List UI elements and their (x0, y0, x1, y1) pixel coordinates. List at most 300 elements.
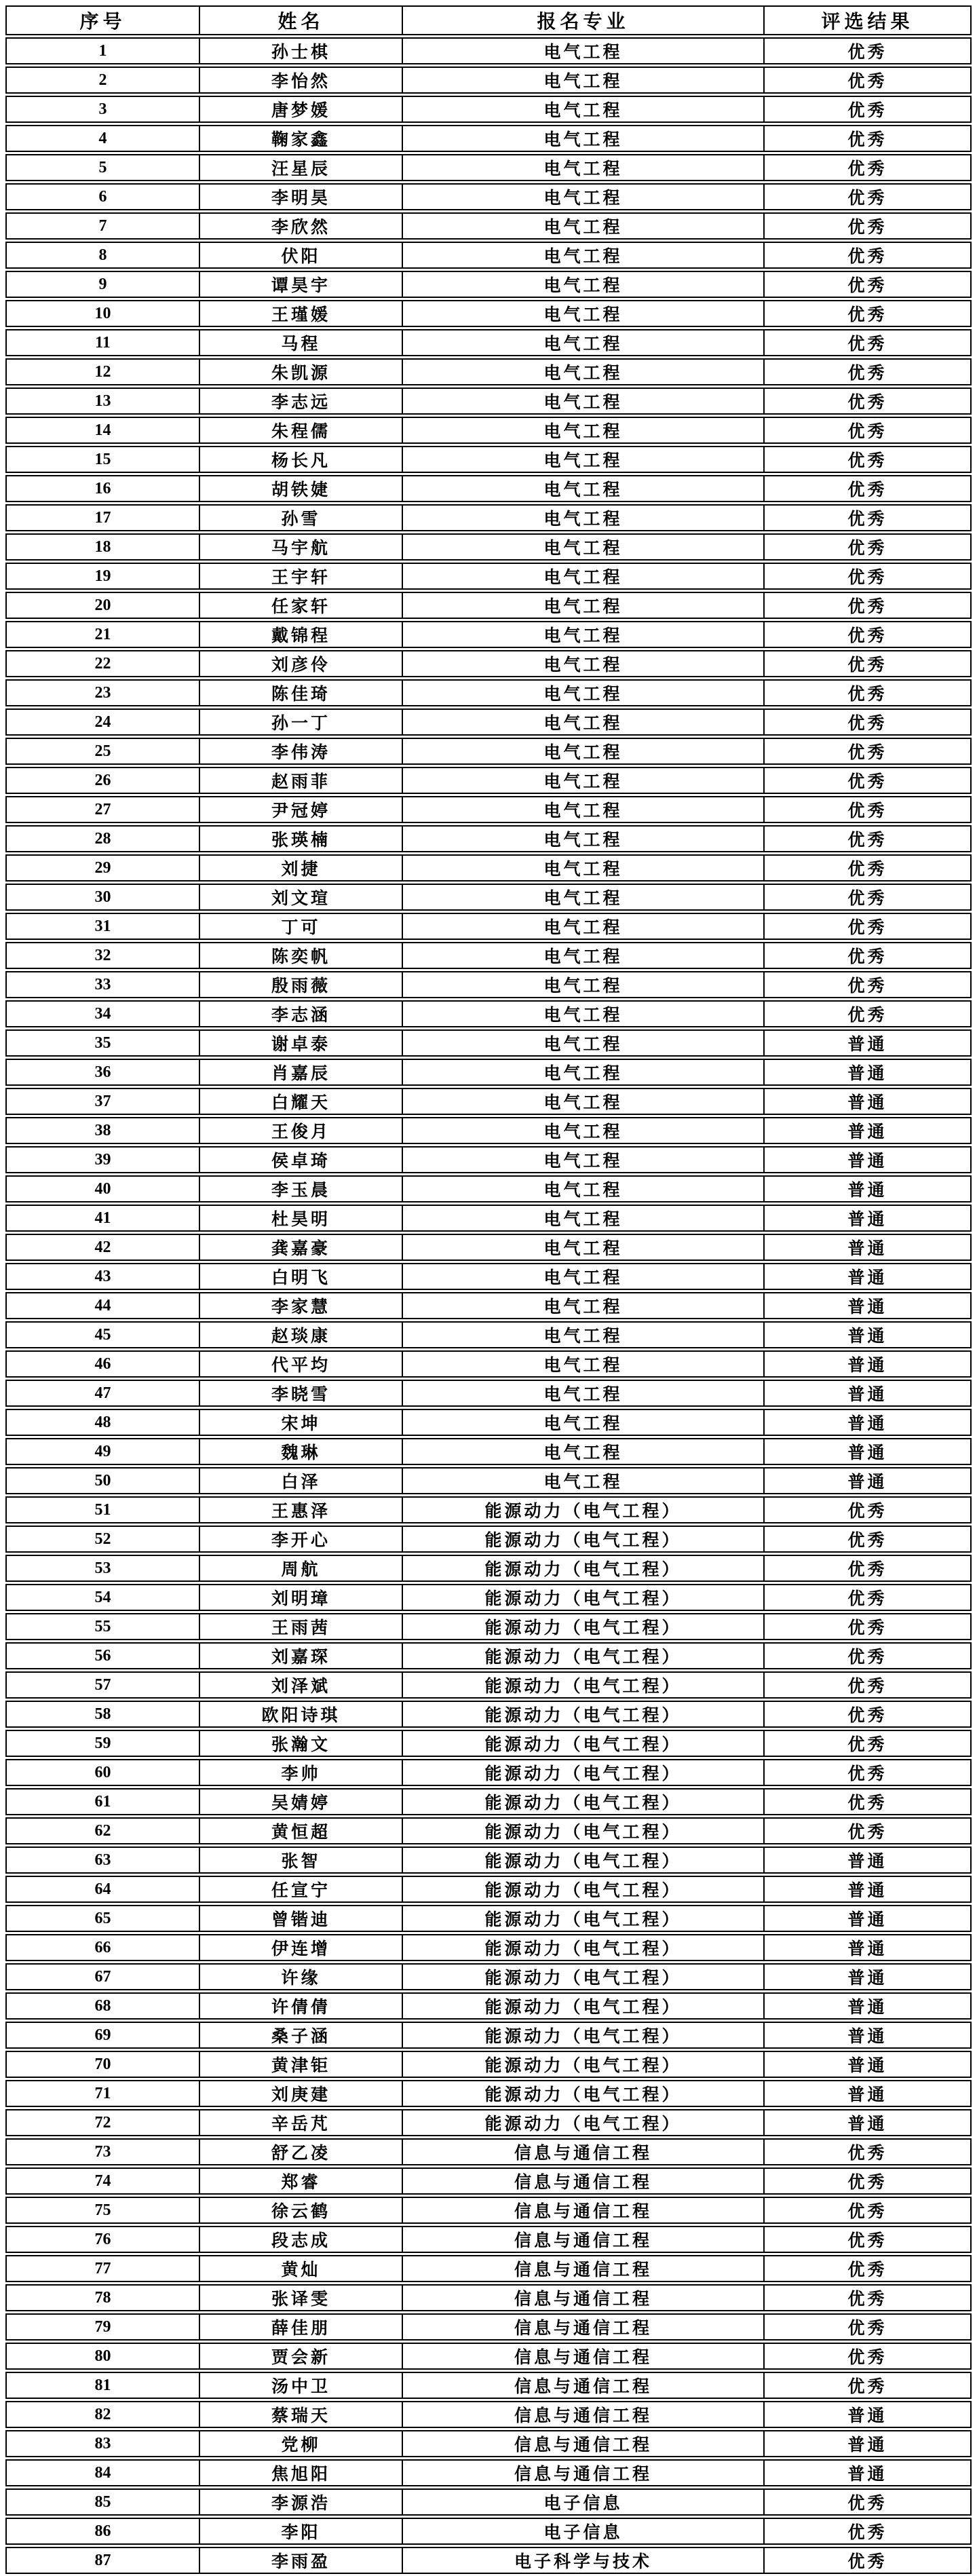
result-cell: 普通 (763, 2080, 972, 2107)
major-cell: 电气工程 (402, 1205, 763, 1232)
name-cell: 王俊月 (199, 1117, 402, 1144)
name-cell: 黄灿 (199, 2255, 402, 2282)
major-cell: 电气工程 (402, 1263, 763, 1290)
name-cell: 白泽 (199, 1467, 402, 1494)
name-cell: 杜昊明 (199, 1205, 402, 1232)
serial-cell: 74 (5, 2167, 199, 2195)
result-cell: 普通 (763, 1205, 972, 1232)
header-cell-result: 评选结果 (763, 5, 972, 35)
serial-cell: 27 (5, 796, 199, 823)
name-cell: 李晓雪 (199, 1380, 402, 1407)
header-row (5, 5, 972, 35)
result-cell: 普通 (763, 1992, 972, 2020)
result-cell: 普通 (763, 2051, 972, 2078)
result-cell: 普通 (763, 1846, 972, 1874)
major-cell: 电气工程 (402, 796, 763, 823)
serial-cell: 42 (5, 1234, 199, 1261)
table-row (5, 1905, 972, 1932)
name-cell: 段志成 (199, 2226, 402, 2253)
table-row (5, 242, 972, 269)
result-cell: 优秀 (763, 446, 972, 473)
major-cell: 信息与通信工程 (402, 2430, 763, 2457)
serial-cell: 85 (5, 2488, 199, 2516)
result-cell: 优秀 (763, 242, 972, 269)
serial-cell: 2 (5, 67, 199, 94)
name-cell: 贾会新 (199, 2343, 402, 2370)
major-cell: 电气工程 (402, 971, 763, 998)
result-cell: 优秀 (763, 2488, 972, 2516)
major-cell: 电气工程 (402, 708, 763, 736)
serial-cell: 68 (5, 1992, 199, 2020)
serial-cell: 18 (5, 533, 199, 561)
major-cell: 电气工程 (402, 1409, 763, 1436)
table-row (5, 1555, 972, 1582)
table-row (5, 1321, 972, 1348)
table-row (5, 1876, 972, 1903)
name-cell: 王宇轩 (199, 563, 402, 590)
major-cell: 电子信息 (402, 2488, 763, 2516)
serial-cell: 9 (5, 271, 199, 298)
major-cell: 信息与通信工程 (402, 2459, 763, 2486)
table-row (5, 2284, 972, 2311)
name-cell: 谭昊宇 (199, 271, 402, 298)
name-cell: 李家慧 (199, 1292, 402, 1319)
serial-cell: 10 (5, 300, 199, 327)
result-cell: 优秀 (763, 417, 972, 444)
serial-cell: 32 (5, 942, 199, 969)
serial-cell: 36 (5, 1059, 199, 1086)
table-body (5, 37, 972, 2574)
name-cell: 辛岳芃 (199, 2109, 402, 2136)
serial-cell: 81 (5, 2372, 199, 2399)
major-cell: 电气工程 (402, 1175, 763, 1202)
major-cell: 电气工程 (402, 1059, 763, 1086)
major-cell: 电气工程 (402, 183, 763, 210)
table-row (5, 1029, 972, 1057)
serial-cell: 82 (5, 2401, 199, 2428)
table-row (5, 1496, 972, 1523)
serial-cell: 17 (5, 504, 199, 531)
table-row (5, 1759, 972, 1786)
major-cell: 电气工程 (402, 767, 763, 794)
serial-cell: 12 (5, 358, 199, 385)
serial-cell: 58 (5, 1701, 199, 1728)
serial-cell: 78 (5, 2284, 199, 2311)
table-row (5, 1292, 972, 1319)
table-row (5, 1350, 972, 1378)
name-cell: 谢卓泰 (199, 1029, 402, 1057)
major-cell: 电气工程 (402, 650, 763, 677)
serial-cell: 48 (5, 1409, 199, 1436)
serial-cell: 50 (5, 1467, 199, 1494)
result-cell: 优秀 (763, 971, 972, 998)
result-cell: 普通 (763, 1321, 972, 1348)
result-cell: 优秀 (763, 1000, 972, 1027)
result-cell: 普通 (763, 1029, 972, 1057)
serial-cell: 52 (5, 1526, 199, 1553)
result-cell: 优秀 (763, 825, 972, 852)
serial-cell: 15 (5, 446, 199, 473)
serial-cell: 4 (5, 125, 199, 152)
result-cell: 优秀 (763, 2518, 972, 2545)
result-cell: 普通 (763, 1263, 972, 1290)
name-cell: 代平均 (199, 1350, 402, 1378)
serial-cell: 84 (5, 2459, 199, 2486)
major-cell: 电气工程 (402, 1292, 763, 1319)
serial-cell: 54 (5, 1584, 199, 1611)
table-row (5, 2022, 972, 2049)
major-cell: 电气工程 (402, 387, 763, 415)
table-row (5, 2080, 972, 2107)
table-row (5, 1234, 972, 1261)
table-row (5, 1263, 972, 1290)
major-cell: 电气工程 (402, 679, 763, 706)
name-cell: 张译雯 (199, 2284, 402, 2311)
table-row (5, 1409, 972, 1436)
serial-cell: 26 (5, 767, 199, 794)
major-cell: 能源动力（电气工程） (402, 1613, 763, 1640)
table-row (5, 329, 972, 356)
serial-cell: 55 (5, 1613, 199, 1640)
result-cell: 优秀 (763, 913, 972, 940)
table-row (5, 183, 972, 210)
name-cell: 李玉晨 (199, 1175, 402, 1202)
result-cell: 优秀 (763, 1526, 972, 1553)
serial-cell: 80 (5, 2343, 199, 2370)
result-cell: 优秀 (763, 854, 972, 882)
name-cell: 李阳 (199, 2518, 402, 2545)
name-cell: 孙一丁 (199, 708, 402, 736)
major-cell: 电气工程 (402, 329, 763, 356)
major-cell: 能源动力（电气工程） (402, 1876, 763, 1903)
table-row (5, 913, 972, 940)
major-cell: 电气工程 (402, 1321, 763, 1348)
major-cell: 能源动力（电气工程） (402, 2022, 763, 2049)
result-cell: 优秀 (763, 563, 972, 590)
name-cell: 周航 (199, 1555, 402, 1582)
major-cell: 电子科学与技术 (402, 2547, 763, 2574)
name-cell: 刘泽斌 (199, 1671, 402, 1699)
name-cell: 蔡瑞天 (199, 2401, 402, 2428)
table-row (5, 212, 972, 240)
result-cell: 普通 (763, 1088, 972, 1115)
name-cell: 赵雨菲 (199, 767, 402, 794)
table-row (5, 1671, 972, 1699)
name-cell: 李志远 (199, 387, 402, 415)
serial-cell: 39 (5, 1146, 199, 1173)
serial-cell: 25 (5, 738, 199, 765)
serial-cell: 11 (5, 329, 199, 356)
serial-cell: 37 (5, 1088, 199, 1115)
result-cell: 优秀 (763, 2372, 972, 2399)
serial-cell: 47 (5, 1380, 199, 1407)
name-cell: 唐梦媛 (199, 96, 402, 123)
serial-cell: 41 (5, 1205, 199, 1232)
name-cell: 殷雨薇 (199, 971, 402, 998)
name-cell: 焦旭阳 (199, 2459, 402, 2486)
serial-cell: 33 (5, 971, 199, 998)
result-cell: 优秀 (763, 621, 972, 648)
table-row (5, 2255, 972, 2282)
serial-cell: 45 (5, 1321, 199, 1348)
result-cell: 普通 (763, 2022, 972, 2049)
major-cell: 信息与通信工程 (402, 2401, 763, 2428)
result-cell: 优秀 (763, 2284, 972, 2311)
serial-cell: 59 (5, 1730, 199, 1757)
major-cell: 能源动力（电气工程） (402, 2051, 763, 2078)
serial-cell: 63 (5, 1846, 199, 1874)
table-row (5, 504, 972, 531)
result-cell: 优秀 (763, 1730, 972, 1757)
name-cell: 朱凯源 (199, 358, 402, 385)
major-cell: 电气工程 (402, 1438, 763, 1465)
result-cell: 普通 (763, 1234, 972, 1261)
result-cell: 优秀 (763, 154, 972, 181)
name-cell: 黄恒超 (199, 1817, 402, 1844)
serial-cell: 43 (5, 1263, 199, 1290)
table-row (5, 417, 972, 444)
major-cell: 能源动力（电气工程） (402, 2109, 763, 2136)
serial-cell: 73 (5, 2138, 199, 2165)
serial-cell: 76 (5, 2226, 199, 2253)
serial-cell: 66 (5, 1934, 199, 1961)
table-row (5, 679, 972, 706)
name-cell: 刘庚建 (199, 2080, 402, 2107)
table-row (5, 271, 972, 298)
major-cell: 电气工程 (402, 154, 763, 181)
result-cell: 普通 (763, 1380, 972, 1407)
name-cell: 任宣宁 (199, 1876, 402, 1903)
table-row (5, 1584, 972, 1611)
table-row (5, 1992, 972, 2020)
major-cell: 电气工程 (402, 212, 763, 240)
name-cell: 王雨茜 (199, 1613, 402, 1640)
table-row (5, 446, 972, 473)
major-cell: 能源动力（电气工程） (402, 1846, 763, 1874)
result-cell: 普通 (763, 1467, 972, 1494)
name-cell: 赵琰康 (199, 1321, 402, 1348)
table-row (5, 1642, 972, 1669)
result-cell: 普通 (763, 1438, 972, 1465)
major-cell: 电气工程 (402, 446, 763, 473)
major-cell: 能源动力（电气工程） (402, 2080, 763, 2107)
serial-cell: 60 (5, 1759, 199, 1786)
major-cell: 电气工程 (402, 1380, 763, 1407)
name-cell: 许缘 (199, 1963, 402, 1990)
major-cell: 能源动力（电气工程） (402, 1759, 763, 1786)
major-cell: 信息与通信工程 (402, 2343, 763, 2370)
serial-cell: 23 (5, 679, 199, 706)
serial-cell: 35 (5, 1029, 199, 1057)
result-cell: 普通 (763, 1350, 972, 1378)
table-row (5, 592, 972, 619)
table-row (5, 154, 972, 181)
name-cell: 马宇航 (199, 533, 402, 561)
major-cell: 电气工程 (402, 125, 763, 152)
result-cell: 优秀 (763, 942, 972, 969)
table-row (5, 825, 972, 852)
result-cell: 普通 (763, 1059, 972, 1086)
serial-cell: 1 (5, 37, 199, 64)
major-cell: 电气工程 (402, 1234, 763, 1261)
name-cell: 刘捷 (199, 854, 402, 882)
major-cell: 电气工程 (402, 358, 763, 385)
major-cell: 能源动力（电气工程） (402, 1730, 763, 1757)
serial-cell: 28 (5, 825, 199, 852)
result-cell: 普通 (763, 2109, 972, 2136)
result-cell: 优秀 (763, 475, 972, 502)
name-cell: 李伟涛 (199, 738, 402, 765)
table-row (5, 767, 972, 794)
result-cell: 优秀 (763, 271, 972, 298)
name-cell: 胡铁婕 (199, 475, 402, 502)
name-cell: 刘明璋 (199, 1584, 402, 1611)
name-cell: 李欣然 (199, 212, 402, 240)
result-cell: 普通 (763, 1175, 972, 1202)
table-row (5, 1817, 972, 1844)
table-row (5, 37, 972, 64)
result-cell: 优秀 (763, 125, 972, 152)
major-cell: 能源动力（电气工程） (402, 1905, 763, 1932)
table-row (5, 2167, 972, 2195)
result-cell: 普通 (763, 2459, 972, 2486)
name-cell: 李明昊 (199, 183, 402, 210)
header-cell-name: 姓名 (199, 5, 402, 35)
result-cell: 优秀 (763, 708, 972, 736)
name-cell: 魏琳 (199, 1438, 402, 1465)
serial-cell: 29 (5, 854, 199, 882)
serial-cell: 57 (5, 1671, 199, 1699)
major-cell: 电气工程 (402, 1000, 763, 1027)
name-cell: 杨长凡 (199, 446, 402, 473)
name-cell: 伊连增 (199, 1934, 402, 1961)
table-row (5, 1438, 972, 1465)
name-cell: 党柳 (199, 2430, 402, 2457)
name-cell: 陈佳琦 (199, 679, 402, 706)
name-cell: 戴锦程 (199, 621, 402, 648)
serial-cell: 46 (5, 1350, 199, 1378)
serial-cell: 13 (5, 387, 199, 415)
table-row (5, 1146, 972, 1173)
table-row (5, 708, 972, 736)
table-row (5, 2430, 972, 2457)
table-row (5, 300, 972, 327)
table-row (5, 1613, 972, 1640)
serial-cell: 30 (5, 884, 199, 911)
name-cell: 汪星辰 (199, 154, 402, 181)
table-row (5, 2401, 972, 2428)
table-row (5, 1059, 972, 1086)
result-cell: 优秀 (763, 1496, 972, 1523)
major-cell: 电气工程 (402, 738, 763, 765)
name-cell: 李雨盈 (199, 2547, 402, 2574)
name-cell: 白明飞 (199, 1263, 402, 1290)
result-cell: 优秀 (763, 2547, 972, 2574)
serial-cell: 83 (5, 2430, 199, 2457)
serial-cell: 7 (5, 212, 199, 240)
table-row (5, 2518, 972, 2545)
major-cell: 信息与通信工程 (402, 2197, 763, 2224)
major-cell: 电气工程 (402, 854, 763, 882)
name-cell: 丁可 (199, 913, 402, 940)
result-cell: 优秀 (763, 329, 972, 356)
table-row (5, 1846, 972, 1874)
table-row (5, 475, 972, 502)
header-cell-major: 报名专业 (402, 5, 763, 35)
result-cell: 普通 (763, 2401, 972, 2428)
major-cell: 电气工程 (402, 1029, 763, 1057)
table-row (5, 942, 972, 969)
name-cell: 任家轩 (199, 592, 402, 619)
name-cell: 鞠家鑫 (199, 125, 402, 152)
name-cell: 汤中卫 (199, 2372, 402, 2399)
table-row (5, 2051, 972, 2078)
table-row (5, 96, 972, 123)
serial-cell: 87 (5, 2547, 199, 2574)
name-cell: 马程 (199, 329, 402, 356)
name-cell: 肖嘉辰 (199, 1059, 402, 1086)
name-cell: 孙雪 (199, 504, 402, 531)
result-cell: 优秀 (763, 1817, 972, 1844)
serial-cell: 61 (5, 1788, 199, 1815)
name-cell: 许倩倩 (199, 1992, 402, 2020)
table-row (5, 796, 972, 823)
result-cell: 优秀 (763, 738, 972, 765)
result-cell: 优秀 (763, 2138, 972, 2165)
name-cell: 宋坤 (199, 1409, 402, 1436)
result-cell: 优秀 (763, 533, 972, 561)
major-cell: 电气工程 (402, 504, 763, 531)
result-cell: 优秀 (763, 796, 972, 823)
major-cell: 信息与通信工程 (402, 2313, 763, 2341)
result-cell: 优秀 (763, 300, 972, 327)
table-row (5, 563, 972, 590)
major-cell: 电气工程 (402, 417, 763, 444)
table-row (5, 2197, 972, 2224)
result-cell: 普通 (763, 1146, 972, 1173)
serial-cell: 79 (5, 2313, 199, 2341)
result-cell: 优秀 (763, 2343, 972, 2370)
evaluation-results-table (5, 3, 972, 2576)
serial-cell: 3 (5, 96, 199, 123)
serial-cell: 51 (5, 1496, 199, 1523)
table-row (5, 1526, 972, 1553)
result-cell: 优秀 (763, 387, 972, 415)
table-row (5, 1380, 972, 1407)
table-row (5, 1701, 972, 1728)
name-cell: 徐云鹤 (199, 2197, 402, 2224)
major-cell: 能源动力（电气工程） (402, 1555, 763, 1582)
table-row (5, 1730, 972, 1757)
serial-cell: 77 (5, 2255, 199, 2282)
name-cell: 黄津钜 (199, 2051, 402, 2078)
result-cell: 优秀 (763, 884, 972, 911)
name-cell: 陈奕帆 (199, 942, 402, 969)
table-row (5, 2488, 972, 2516)
serial-cell: 86 (5, 2518, 199, 2545)
result-cell: 优秀 (763, 1555, 972, 1582)
table-row (5, 387, 972, 415)
serial-cell: 71 (5, 2080, 199, 2107)
result-cell: 优秀 (763, 96, 972, 123)
name-cell: 张智 (199, 1846, 402, 1874)
table-row (5, 884, 972, 911)
table-row (5, 1088, 972, 1115)
serial-cell: 21 (5, 621, 199, 648)
serial-cell: 34 (5, 1000, 199, 1027)
name-cell: 尹冠婷 (199, 796, 402, 823)
result-cell: 优秀 (763, 767, 972, 794)
